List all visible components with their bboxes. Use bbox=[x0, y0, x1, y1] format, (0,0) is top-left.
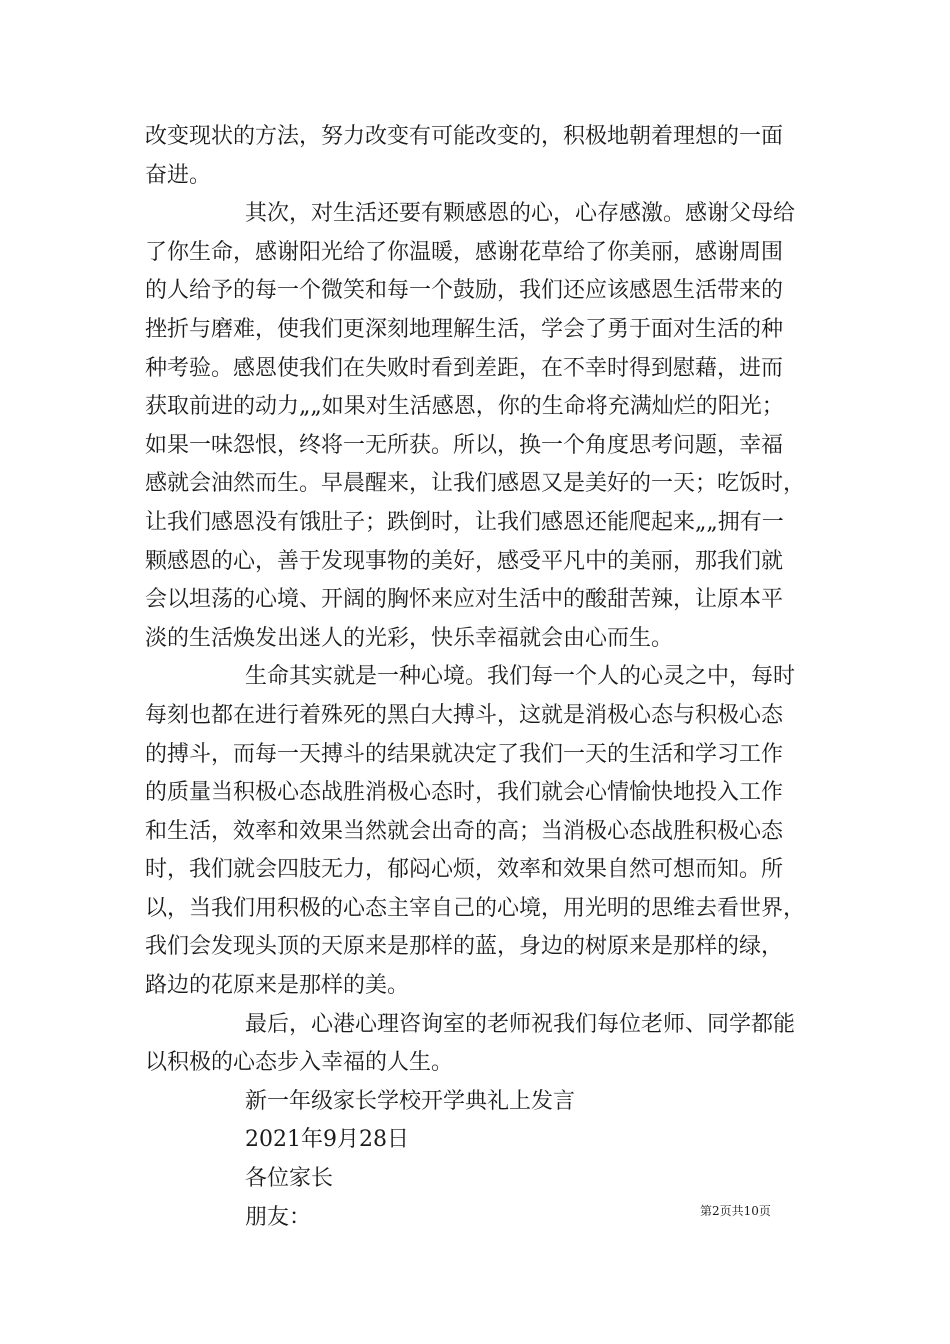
salutation-line: 各位家长 bbox=[245, 1166, 334, 1192]
text-line: 奋进。 bbox=[145, 162, 212, 188]
text-line: 和生活，效率和效果当然就会出奇的高；当消极心态战胜积极心态 bbox=[145, 818, 784, 844]
text-line: 生命其实就是一种心境。我们每一个人的心灵之中，每时 bbox=[245, 664, 796, 690]
text-line: 种考验。感恩使我们在失败时看到差距，在不幸时得到慰藉，进而 bbox=[145, 355, 784, 381]
text-line: 了你生命，感谢阳光给了你温暖，感谢花草给了你美丽，感谢周围 bbox=[145, 239, 784, 265]
text-line: 时，我们就会四肢无力，郁闷心烦，效率和效果自然可想而知。所 bbox=[145, 857, 784, 883]
page-number: 第2页共10页 bbox=[700, 1204, 771, 1218]
text-line: 如果一味怨恨，终将一无所获。所以，换一个角度思考问题，幸福 bbox=[145, 432, 784, 458]
text-line: 以积极的心态步入幸福的人生。 bbox=[145, 1050, 454, 1076]
salutation-line: 朋友： bbox=[245, 1204, 312, 1230]
text-line: 其次，对生活还要有颗感恩的心，心存感激。感谢父母给 bbox=[245, 201, 796, 227]
speech-title: 新一年级家长学校开学典礼上发言 bbox=[245, 1088, 576, 1114]
text-line: 路边的花原来是那样的美。 bbox=[145, 973, 410, 999]
text-line: 颗感恩的心，善于发现事物的美好，感受平凡中的美丽，那我们就 bbox=[145, 548, 784, 574]
text-line: 感就会油然而生。早晨醒来，让我们感恩又是美好的一天；吃饭时， bbox=[145, 471, 806, 497]
text-line: 的搏斗，而每一天搏斗的结果就决定了我们一天的生活和学习工作 bbox=[145, 741, 784, 767]
text-line: 改变现状的方法，努力改变有可能改变的，积极地朝着理想的一面 bbox=[145, 124, 784, 149]
speech-date: 2021年9月28日 bbox=[245, 1127, 409, 1153]
text-line: 每刻也都在进行着殊死的黑白大搏斗，这就是消极心态与积极心态 bbox=[145, 702, 784, 728]
text-line: 获取前进的动力„„如果对生活感恩，你的生命将充满灿烂的阳光； bbox=[145, 394, 784, 420]
text-line: 我们会发现头顶的天原来是那样的蓝，身边的树原来是那样的绿， bbox=[145, 934, 784, 960]
text-line: 挫折与磨难，使我们更深刻地理解生活，学会了勇于面对生活的种 bbox=[145, 316, 784, 342]
text-line: 淡的生活焕发出迷人的光彩，快乐幸福就会由心而生。 bbox=[145, 625, 674, 651]
text-line: 最后，心港心理咨询室的老师祝我们每位老师、同学都能 bbox=[245, 1011, 796, 1037]
text-line: 会以坦荡的心境、开阔的胸怀来应对生活中的酸甜苦辣，让原本平 bbox=[145, 587, 784, 613]
body-text bbox=[145, 118, 810, 1237]
text-line: 的人给予的每一个微笑和每一个鼓励，我们还应该感恩生活带来的 bbox=[145, 278, 784, 304]
text-line: 的质量当积极心态战胜消极心态时，我们就会心情愉快地投入工作 bbox=[145, 780, 784, 806]
text-line: 让我们感恩没有饿肚子；跌倒时，让我们感恩还能爬起来„„拥有一 bbox=[145, 509, 784, 535]
text-line: 以，当我们用积极的心态主宰自己的心境，用光明的思维去看世界， bbox=[145, 895, 806, 921]
